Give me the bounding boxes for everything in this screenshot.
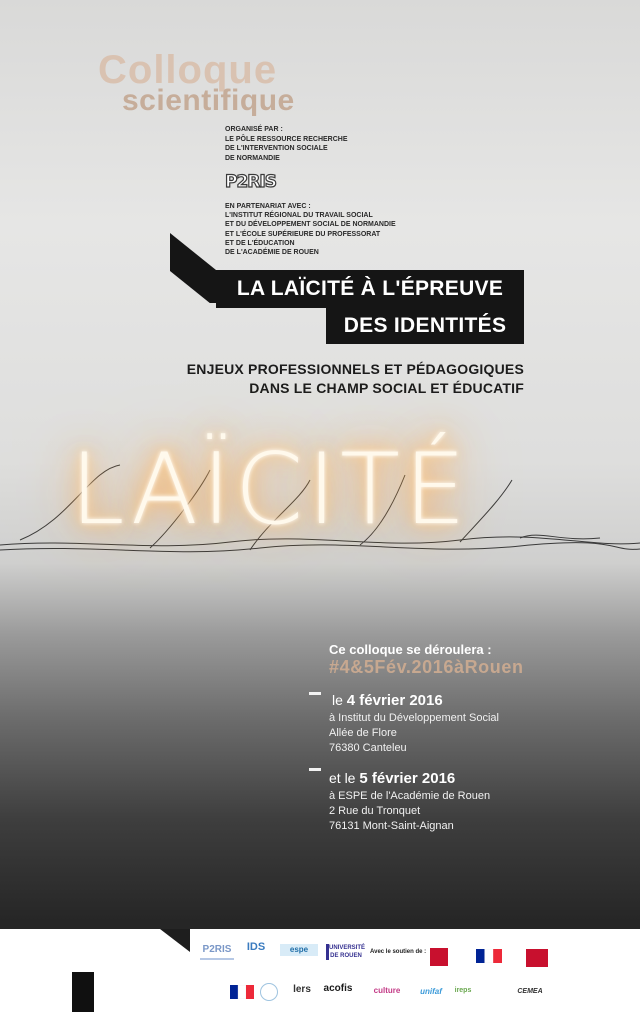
day1-address <box>329 711 499 756</box>
unifaf-logo: unifaf <box>420 987 442 996</box>
lers-logo: lers <box>293 984 311 995</box>
partner-line: DE L'ACADÉMIE DE ROUEN <box>225 249 319 257</box>
day1-prefix: le <box>332 692 347 708</box>
partner-line: ET L'ÉCOLE SUPÉRIEURE DU PROFESSORAT <box>225 230 381 238</box>
acofis-logo: acofis <box>323 983 353 994</box>
day1-address-line: Allée de Flore <box>329 727 397 739</box>
partner-line: ET DE L'ÉDUCATION <box>225 239 295 247</box>
partner-line: L'INSTITUT RÉGIONAL DU TRAVAIL SOCIAL <box>225 212 373 220</box>
scientifique-title: scientifique <box>122 84 295 117</box>
ireps-logo: ireps <box>454 987 472 994</box>
day2-address-line: 76131 Mont-Saint-Aignan <box>329 820 454 832</box>
republique-francaise-logo <box>230 985 254 999</box>
p2ris-logo: P2RIS <box>225 172 276 192</box>
dash-marker <box>309 768 321 771</box>
subtitle <box>150 360 524 398</box>
republique-francaise-logo <box>476 949 502 963</box>
subtitle-line1: ENJEUX PROFESSIONNELS ET PÉDAGOGIQUES <box>186 361 524 377</box>
normandie-region-logo <box>430 948 448 966</box>
organizer-line: DE NORMANDIE <box>225 154 280 162</box>
organizer-line: DE L'INTERVENTION SOCIALE <box>225 145 328 153</box>
espe-logo: espe <box>280 944 318 956</box>
cemea-logo: CEMEA <box>517 988 543 995</box>
footer-logos-band <box>0 929 640 1024</box>
main-title-line1: LA LAÏCITÉ À L'ÉPREUVE <box>236 277 504 300</box>
circle-partner-logo <box>260 983 278 1001</box>
day2-prefix: et le <box>329 770 360 786</box>
universite-rouen-logo: UNIVERSITÉ DE ROUEN <box>326 944 363 960</box>
day2-address-line: à ESPE de l'Académie de Rouen <box>329 790 491 802</box>
day2-address <box>329 789 490 834</box>
ids-logo: IDS <box>246 941 266 953</box>
bottom-left-photo-logo <box>72 972 94 1012</box>
partnership-block <box>225 202 396 257</box>
footer-notch-shape <box>160 926 190 952</box>
p2ris-footer-logo: P2RIS <box>200 944 234 960</box>
dash-marker <box>309 692 321 695</box>
main-title-line2: DES IDENTITÉS <box>343 314 507 337</box>
event-hashtag: #4&5Fév.2016àRouen <box>329 657 524 677</box>
red-partner-logo <box>526 949 548 967</box>
support-label: Avec le soutien de : <box>370 949 427 955</box>
organized-by-label: ORGANISÉ PAR : <box>225 126 283 133</box>
subtitle-line2: DANS LE CHAMP SOCIAL ET ÉDUCATIF <box>249 380 524 396</box>
organizer-line: LE PÔLE RESSOURCE RECHERCHE <box>225 135 348 143</box>
small-partner-logo <box>486 986 504 998</box>
day1-date: 4 février 2016 <box>346 692 443 709</box>
culture-logo: culture <box>373 986 401 995</box>
day2-date-line <box>329 770 455 787</box>
day1-address-line: à Institut du Développement Social <box>329 712 499 724</box>
day1-date-line <box>332 692 443 709</box>
event-heading: Ce colloque se déroulera : <box>329 642 492 657</box>
colloque-title: Colloque <box>98 48 278 92</box>
organized-by-block <box>225 125 348 163</box>
partner-line: ET DU DÉVELOPPEMENT SOCIAL DE NORMANDIE <box>225 221 396 229</box>
day2-address-line: 2 Rue du Tronquet <box>329 805 421 817</box>
day1-address-line: 76380 Canteleu <box>329 742 407 754</box>
partnership-label: EN PARTENARIAT AVEC : <box>225 203 311 210</box>
neon-laicite-sign: LAÏCITÉ <box>70 433 470 547</box>
day2-date: 5 février 2016 <box>359 770 456 787</box>
